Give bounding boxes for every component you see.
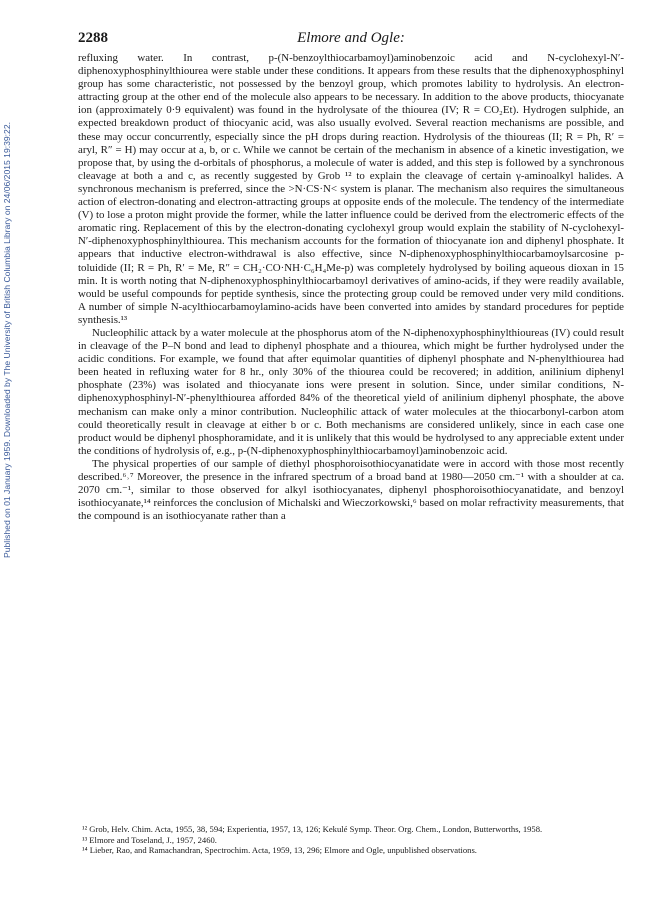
footnote-13: ¹³ Elmore and Toseland, J., 1957, 2460. bbox=[82, 834, 217, 845]
footnotes bbox=[78, 824, 624, 856]
page-header bbox=[78, 30, 624, 50]
footnote-12: ¹² Grob, Helv. Chim. Acta, 1955, 38, 594; Experientia, 1957, 13, 126; Kekulé Symp. Theor. Org. Chem., London, Butterworths, 1958. bbox=[82, 824, 543, 834]
paragraph-physical-properties: The physical properties of our sample of diethyl phosphoroisothiocyanatidate were in accord with those most recently described.⁶˒⁷ Moreover, the presence in the infrared spectrum of a broad band at 1980—2050 cm.⁻¹ with a shoulder at ca. 2070 cm.⁻¹, similar to those observed for alkyl isothiocyanates, diphenyl phosphoroisothiocyanatidate, and benzoyl isothiocyanate,¹⁴ reinforces the conclusion of Michalski and Wieczorkowski,⁶ based on molar refractivity measurements, that the compound is an isothiocyanate rather than a bbox=[78, 457, 624, 523]
download-watermark: Published on 01 January 1959. Downloaded by The University of British Columbia Library on 24/06/2015 19:39:22. bbox=[2, 122, 12, 559]
paragraph-continued: refluxing water. In contrast, p-(N-benzoylthiocarbamoyl)aminobenzoic acid and N-cyclohexyl-N′-diphenoxyphosphinylthiourea were stable under these conditions. It appears from these results that the diphenoxyphosphinyl group has some characteristic, not possessed by the benzoyl group, which promotes lability to hydrolysis. An electron-attracting group at the other end of the molecule also appears to be necessary. In addition to the above products, thiocyanate ion (approximately 0·9 equivalent) was found in the hydrolysate of the thiourea (IV; R = CO₂Et). Hydrogen sulphide, an expected breakdown product of thiocyanic acid, was also usually evolved. Several reaction mechanisms are possible, and these may occur concurrently, especially since the pH drops during reaction. Hydrolysis of the thioureas (II; R = Ph, R′ = aryl, R″ = H) may occur at a, b, or c. While we cannot be certain of the mechanism in absence of a kinetic investigation, we propose that, by using the d-orbitals of phosphorus, a molecule of water is added, and this step is followed by a synchronous cleavage at both a and c, as recently suggested by Grob ¹² to explain the cleavage of certain γ-aminoalkyl halides. A synchronous mechanism is preferred, since the >N·CS·N< system is planar. The mechanism also requires the simultaneous action of electron-donating and electron-attracting groups at opposite ends of the molecule. The tendency of the intermediate (V) to lose a proton might provide the former, while the latter influence could be derived from the electromeric effects of the aromatic ring. Replacement of this by the electron-donating cyclohexyl group would explain the stability of N-cyclohexyl-N′-diphenoxyphosphinylthiourea. This mechanism accounts for the formation of thiocyanate ion and diphenyl phosphate. It appears that inductive electron-withdrawal is also effective, since N-diphenoxyphosphinylthiocarbamoylsarcosine p-toluidide (II; R = Ph, R′ = Me, R″ = CH₂·CO·NH·C₆H₄Me-p) was completely hydrolysed by boiling aqueous dioxan in 15 min. It is worth noting that N-diphenoxyphosphinylthiocarbamoyl derivatives of amino-acids, if they were readily available, would be useful compounds for peptide synthesis, since the protecting group could be removed under very mild conditions. A number of simple N-acylthiocarbamoylamino-acids have been converted into amides by standard procedures for peptide synthesis.¹³ bbox=[78, 52, 624, 326]
running-head: Elmore and Ogle: bbox=[297, 30, 405, 46]
article-body bbox=[78, 52, 624, 523]
page-number: 2288 bbox=[78, 30, 108, 46]
footnote-14: ¹⁴ Lieber, Rao, and Ramachandran, Spectrochim. Acta, 1959, 13, 296; Elmore and Ogle, unpublished observations. bbox=[82, 845, 477, 856]
paragraph-nucleophilic-attack: Nucleophilic attack by a water molecule at the phosphorus atom of the N-diphenoxyphosphinylthioureas (IV) could result in cleavage of the P–N bond and lead to diphenyl phosphate and a thiourea, which might be further hydrolysed under the acidic conditions. For example, we found that after equimolar quantities of diphenyl phosphate and N-phenylthiourea had been heated in refluxing water for 8 hr., only 30% of the thiourea could be recovered; in addition, anilinium diphenyl phosphate (23%) was isolated and thiocyanate ions were present in solution. Since, under similar conditions, N-diphenoxyphosphinyl-N′-phenylthiourea afforded 84% of the theoretical yield of anilinium diphenyl phosphate, the above mechanism can make only a minor contribution. Nucleophilic attack of water molecules at the thiocarbonyl-carbon atom could theoretically result in cleavage at either b or c. Both mechanisms are considered unlikely, since in each case one product would be diphenyl phosphoramidate, and it is unlikely that this would be hydrolysed to any appreciable extent under the conditions of hydrolysis of, e.g., p-(N-diphenoxyphosphinylthiocarbamoyl)aminobenzoic acid. bbox=[78, 326, 624, 457]
